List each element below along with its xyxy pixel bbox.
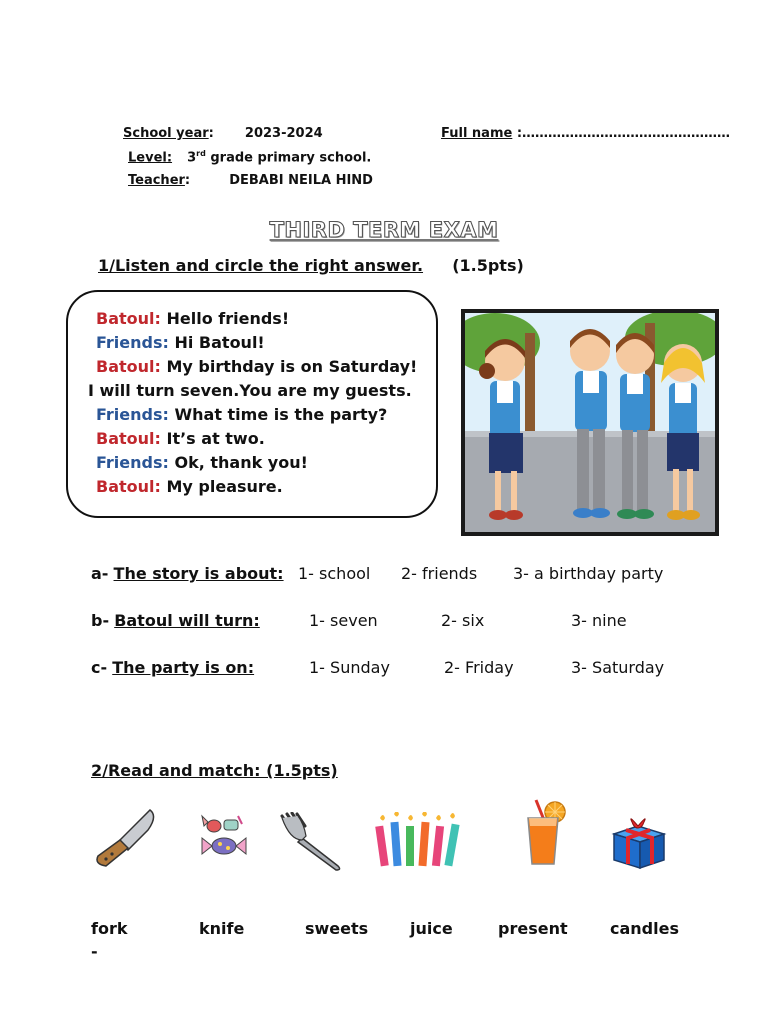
dialogue-line: Batoul: It’s at two. — [96, 429, 265, 448]
children-illustration — [465, 313, 715, 532]
dialogue-line: Friends: Ok, thank you! — [96, 453, 308, 472]
answer-option[interactable]: 1- seven — [309, 611, 378, 630]
dialogue-text: My pleasure. — [160, 477, 283, 496]
section1-title-row — [98, 256, 524, 275]
question-a — [91, 564, 284, 583]
school-year-value: 2023-2024 — [244, 126, 323, 141]
speaker-batoul: Batoul — [96, 309, 155, 328]
dialogue-line: Friends: What time is the party? — [96, 405, 388, 424]
full-name-label: Full name — [441, 126, 513, 141]
juice-icon — [522, 798, 568, 868]
dialogue-text: What time is the party? — [168, 405, 388, 424]
fork-icon — [276, 812, 344, 872]
level-suffix: rd — [196, 149, 206, 158]
full-name-blank: :………………………………………… — [516, 126, 731, 141]
answer-option[interactable]: 2- friends — [401, 564, 478, 583]
trailing-mark: - — [91, 942, 98, 961]
dialogue-text: Ok, thank you! — [168, 453, 308, 472]
friends-picture — [461, 309, 719, 536]
present-icon — [606, 812, 668, 870]
sweets-icon — [198, 814, 250, 860]
match-word: knife — [199, 919, 245, 938]
question-letter: a- — [91, 564, 109, 583]
dialogue-text: Hi Batoul! — [168, 333, 265, 352]
school-year-label: School year — [123, 126, 209, 141]
match-word: sweets — [305, 919, 369, 938]
question-b — [91, 611, 260, 630]
answer-option[interactable]: 2- six — [441, 611, 485, 630]
question-prompt: Batoul will turn: — [114, 611, 260, 630]
teacher-row: Teacher: DEBABI NEILA HIND — [128, 173, 373, 188]
teacher-label: Teacher — [128, 173, 185, 188]
match-word: candles — [610, 919, 679, 938]
question-prompt: The party is on: — [112, 658, 255, 677]
speaker-friends: Friends — [96, 453, 163, 472]
dialogue-text: My birthday is on Saturday! — [160, 357, 418, 376]
level-label: Level: — [128, 150, 173, 166]
dialogue-text: It’s at two. — [160, 429, 265, 448]
match-word: fork — [91, 919, 128, 938]
answer-option[interactable]: 1- Sunday — [309, 658, 390, 677]
level-row — [128, 149, 371, 165]
section1-title: 1/Listen and circle the right answer. — [98, 256, 424, 275]
answer-option[interactable]: 3- a birthday party — [513, 564, 664, 583]
question-letter: b- — [91, 611, 110, 630]
dialogue-text: Hello friends! — [160, 309, 290, 328]
candles-icon — [372, 812, 464, 868]
speaker-friends: Friends — [96, 333, 163, 352]
level-value: grade primary school. — [210, 150, 372, 166]
dialogue-line — [88, 381, 412, 400]
answer-option[interactable]: 3- Saturday — [571, 658, 665, 677]
answer-option[interactable]: 2- Friday — [444, 658, 514, 677]
section2-title: 2/Read and match: (1.5pts) — [91, 761, 338, 780]
answer-option[interactable]: 3- nine — [571, 611, 627, 630]
school-year-row: School year: 2023-2024 — [123, 126, 323, 141]
teacher-value: DEBABI NEILA HIND — [229, 173, 373, 188]
speaker-batoul: Batoul — [96, 477, 155, 496]
dialogue-line: Batoul: Hello friends! — [96, 309, 290, 328]
dialogue-line: Batoul: My birthday is on Saturday! — [96, 357, 418, 376]
speaker-batoul: Batoul — [96, 357, 155, 376]
section1-points: (1.5pts) — [452, 256, 524, 275]
question-letter: c- — [91, 658, 108, 677]
dialogue-line: Batoul: My pleasure. — [96, 477, 283, 496]
exam-title: THIRD TERM EXAM — [269, 218, 499, 242]
question-prompt: The story is about: — [113, 564, 284, 583]
full-name-row — [441, 126, 730, 141]
knife-icon — [92, 806, 158, 868]
question-c — [91, 658, 254, 677]
dialogue-text: I will turn seven.You are my guests. — [88, 381, 412, 400]
speaker-friends: Friends — [96, 405, 163, 424]
answer-option[interactable]: 1- school — [298, 564, 371, 583]
match-word: present — [498, 919, 568, 938]
speaker-batoul: Batoul — [96, 429, 155, 448]
level-ordinal: 3 — [187, 150, 197, 166]
dialogue-line: Friends: Hi Batoul! — [96, 333, 265, 352]
match-word: juice — [410, 919, 453, 938]
